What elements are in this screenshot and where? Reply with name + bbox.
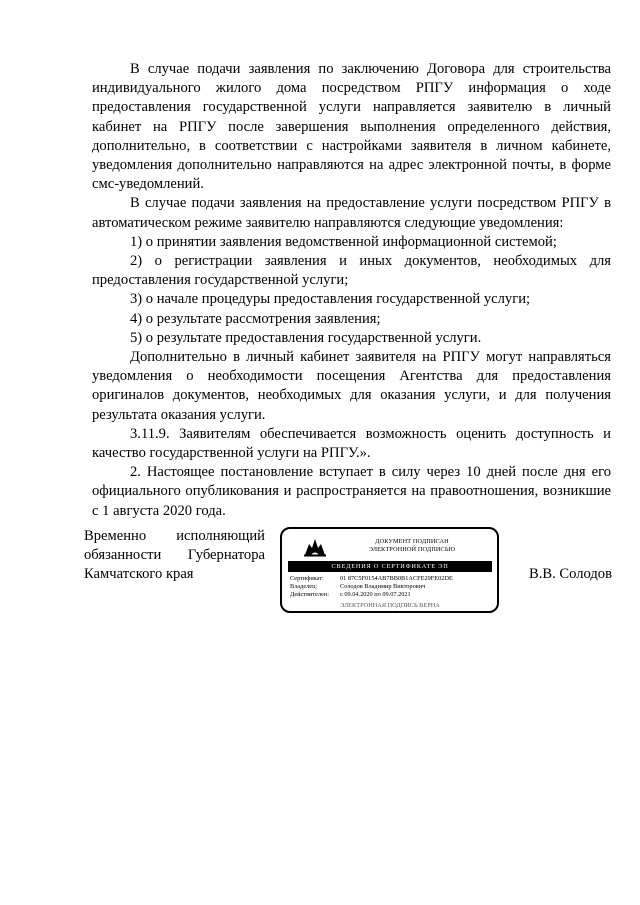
list-item-5: 5) о результате предоставления государственной услуги. — [130, 329, 482, 346]
stamp-owner-label: Владелец: — [290, 583, 318, 590]
stamp-title-line-2: ЭЛЕКТРОННОЙ ПОДПИСЬЮ — [368, 546, 456, 553]
stamp-certificate-details — [290, 575, 496, 599]
stamp-validity-label: Действителен: — [290, 591, 330, 598]
list-item-4: 4) о результате рассмотрения заявления; — [130, 310, 381, 327]
electronic-signature-stamp — [280, 527, 499, 613]
stamp-row-certificate — [290, 575, 496, 583]
paragraph-effective-date: 2. Настоящее постановление вступает в силу через 10 дней после дня его официального опубликования и распространяется на правоотношения, возникшие с 1 августа 2020 года. — [92, 464, 611, 519]
signatory-position-line-3: Камчатского края — [84, 566, 194, 583]
stamp-title-line-1: ДОКУМЕНТ ПОДПИСАН — [375, 538, 449, 545]
coat-of-arms-icon — [302, 535, 328, 557]
stamp-certificate-header: СВЕДЕНИЯ О СЕРТИФИКАТЕ ЭП — [288, 561, 492, 572]
stamp-row-validity — [290, 591, 496, 599]
paragraph-additional-notifications: Дополнительно в личный кабинет заявителя на РПГУ могут направляться уведомления о необходимости посещения Агентства для предоставления оригиналов документов, необходимых для оказания услуги, и для получения результата оказания услуги. — [92, 349, 611, 423]
stamp-validity-value: с 09.04.2020 по 09.07.2021 — [340, 591, 411, 598]
stamp-owner-value: Солодов Владимир Викторович — [340, 583, 426, 590]
signatory-name: В.В. Солодов — [528, 566, 612, 582]
document-body — [92, 60, 611, 521]
list-item-3: 3) о начале процедуры предоставления государственной услуги; — [130, 291, 531, 308]
stamp-row-owner — [290, 583, 496, 591]
stamp-certificate-value: 01 87C5F0154AB7BB0B1ACFE29FE02DE — [340, 575, 453, 582]
paragraph-rpgu-notification: В случае подачи заявления по заключению Договора для строительства индивидуального жилого дома посредством РПГУ информация о ходе предоставления государственной услуги направляется заявителю в личный кабинет на РПГУ после завершения выполнения определенного действия, дополнительно, в соответствии с настройками заявителя в личном кабинете, уведомления дополнительно направляются на адрес электронной почты, в форме смс-уведомлений. — [92, 61, 611, 193]
stamp-title — [342, 538, 482, 554]
stamp-footer: ЭЛЕКТРОННАЯ ПОДПИСЬ ВЕРНА — [340, 602, 440, 609]
signatory-position — [84, 527, 265, 585]
list-item-2: 2) о регистрации заявления и иных документов, необходимых для предоставления государственной услуги; — [92, 253, 611, 289]
signatory-position-line-2: обязанности Губернатора — [84, 547, 265, 564]
signatory-position-line-1: Временно исполняющий — [84, 528, 265, 544]
stamp-certificate-label: Сертификат: — [290, 575, 324, 582]
list-item-1: 1) о принятии заявления ведомственной информационной системой; — [130, 233, 557, 250]
paragraph-3-11-9: 3.11.9. Заявителям обеспечивается возможность оценить доступность и качество государственной услуги на РПГУ.». — [92, 425, 611, 462]
paragraph-auto-notifications: В случае подачи заявления на предоставление услуги посредством РПГУ в автоматическом режиме заявителю направляются следующие уведомления: — [92, 195, 611, 231]
